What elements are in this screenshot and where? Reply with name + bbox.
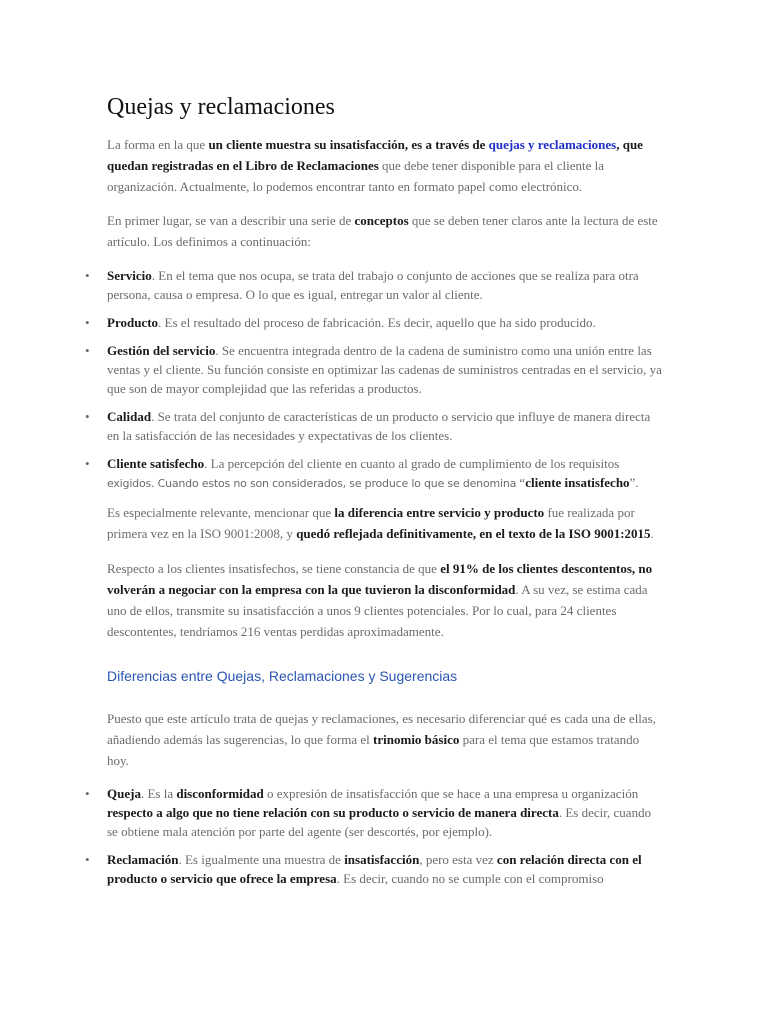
bullet-icon: • xyxy=(85,315,90,330)
bullet-icon: • xyxy=(85,456,90,471)
complaints-link[interactable]: quejas y reclamaciones xyxy=(488,137,617,152)
differences-paragraph: Puesto que este artículo trata de quejas y reclamaciones, es necesario diferenciar qué es cada una de ellas, añadiendo además las sugerencias, lo que forma el trinomio básico para el tema que estamos tratando hoy. xyxy=(107,711,656,768)
bullet-icon: • xyxy=(85,268,90,283)
bullet-icon: • xyxy=(85,852,90,867)
list-item: • Gestión del servicio. Se encuentra integrada dentro de la cadena de suministro como una unión entre las ventas y el cliente. Su función consiste en optimizar las cadenas de suministros centradas en el servicio, ya que son de mayor complejidad que las referidas a productos. xyxy=(85,343,662,396)
intro-paragraph: La forma en la que un cliente muestra su insatisfacción, es a través de quejas y reclamaciones, que quedan registradas en el Libro de Reclamaciones que debe tener disponible para el cliente la organización. Actualmente, lo podemos encontrar tanto en formato papel como electrónico. xyxy=(107,137,643,194)
list-item: • Reclamación. Es igualmente una muestra de insatisfacción, pero esta vez con relación directa con el producto o servicio que ofrece la empresa. Es decir, cuando no se cumple con el compromiso xyxy=(85,852,642,886)
statistics-paragraph: Respecto a los clientes insatisfechos, se tiene constancia de que el 91% de los clientes descontentos, no volverán a negociar con la empresa con la que tuvieron la disconformidad. A su vez, se estima cada uno de ellos, transmite su insatisfacción a unos 9 clientes potenciales. Por lo cual, para 24 clientes descontentes, tendríamos 216 ventas perdidas aproximadamente. xyxy=(107,561,653,639)
bullet-icon: • xyxy=(85,409,90,424)
list-item: • Producto. Es el resultado del proceso de fabricación. Es decir, aquello que ha sido producido. xyxy=(85,315,596,330)
concepts-paragraph: En primer lugar, se van a describir una serie de conceptos que se deben tener claros ante la lectura de este artículo. Los definimos a continuación: xyxy=(107,213,658,249)
concepts-list xyxy=(85,266,662,493)
page-title: Quejas y reclamaciones xyxy=(107,94,335,120)
section-heading: Diferencias entre Quejas, Reclamaciones y Sugerencias xyxy=(107,668,458,684)
differences-list xyxy=(85,784,662,888)
list-item: • Calidad. Se trata del conjunto de características de un producto o servicio que influye de manera directa en la satisfacción de las necesidades y expectativas de los clientes. xyxy=(85,409,651,443)
list-item: • Queja. Es la disconformidad o expresión de insatisfacción que se hace a una empresa u organización respecto a algo que no tiene relación con su producto o servicio de manera directa. Es decir, cuando se obtiene mala atención por parte del agente (ser descortés, por ejemplo). xyxy=(85,786,652,839)
list-item: • Servicio. En el tema que nos ocupa, se trata del trabajo o conjunto de acciones que se realiza para otra persona, causa o empresa. O lo que es igual, entregar un valor al cliente. xyxy=(85,268,639,302)
bullet-icon: • xyxy=(85,786,90,801)
bullet-icon: • xyxy=(85,343,90,358)
article-body xyxy=(85,92,662,897)
list-item: • Cliente satisfecho. La percepción del cliente en cuanto al grado de cumplimiento de los requisitos exigidos. Cuando estos no son considerados, se produce lo que se denomina “cliente insatisfecho”. xyxy=(85,456,639,490)
iso-paragraph: Es especialmente relevante, mencionar que la diferencia entre servicio y producto fue realizada por primera vez en la ISO 9001:2008, y quedó reflejada definitivamente, en el texto de la ISO 9001:2015. xyxy=(107,505,654,541)
